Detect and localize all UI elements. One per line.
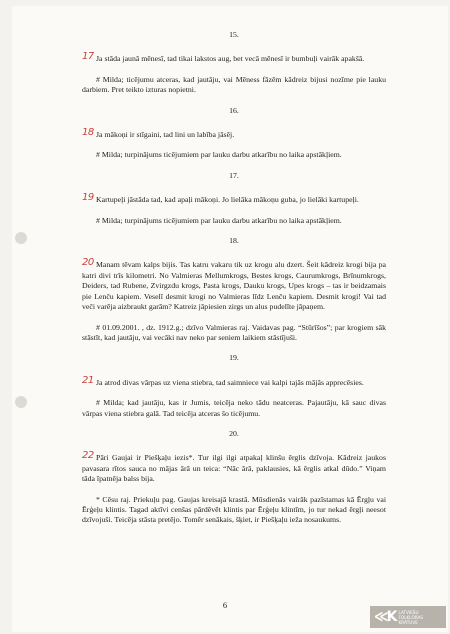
entry-number: 17. [229, 170, 239, 180]
entry-number: 15. [229, 30, 239, 39]
entry-text: 19 Kartupeļi jāstāda tad, kad apaļi mākoņi. Jo lielāka mākoņu guba, jo lielāki kartupeļi. [82, 195, 386, 205]
entry-note: # Milda; turpinājums ticējumiem par lauku darbu atkarību no laika apstākļiem. [96, 215, 342, 225]
archive-logo [370, 606, 446, 628]
punch-hole [15, 396, 27, 408]
document-body [82, 30, 386, 536]
entry-note: # Milda; ticējumu atceras, kad jautāju, vai Mēness fāzēm kādreiz bijusi nozīme pie lauku darbiem. Pret teikto izturas nopietni. [82, 74, 386, 95]
entry-note: * Cēsu raj. Priekuļu pag. Gaujas kreisajā krastā. Mūsdienās vairāk pazīstamas kā Ērgļu vai Ērģeļu klintis. Tagad aktīvi cenšas pārdēvēt klintis par Ērģeļu klintīm, jo tur nekad ērgļi neesot dzīvojuši. Teicēja stāsta pretējo. Tomēr senākais, šķiet, ir Piešķaļu ieža nosaukums. [82, 494, 386, 525]
handwritten-number: 17 [82, 51, 94, 63]
entry-text: 18 Ja mākoņi ir stīgaini, tad lini un labība jāsēj. [82, 130, 386, 140]
entry-number: 16. [229, 105, 239, 115]
page-number: 6 [222, 600, 228, 610]
entry-text: 17 Ja stāda jaunā mēnesī, tad tikai lakstos aug, bet vecā mēnesī ir bumbuļi vairāk apakšā. [82, 54, 386, 64]
entry-note: # Milda; kad jautāju, kas ir Jumis, teicēja neko tādu neatceras. Pajautāju, kā sauc divas vārpas viena stiebra galā. Tad teicēja atceras šo ticējumu. [82, 398, 386, 418]
handwritten-number: 19 [82, 192, 94, 204]
entry-text: 22 Pāri Gaujai ir Piešķaļu iezis*. Tur ilgi ilgi atpakaļ klinšu ērglis dzīvoja. Kādreiz jaukos pavasara rītos sauca no mājas ārā un teica: “Nāc ārā, paklausies, kā ērglis atkal dūdo.” Viņam tāda īpatnēja balss bija. [82, 453, 386, 484]
entry-number: 20. [229, 428, 239, 438]
handwritten-number: 21 [82, 374, 94, 386]
handwritten-number: 22 [82, 450, 94, 462]
handwritten-number: 18 [82, 127, 94, 139]
entry-text: 21 Ja atrod divas vārpas uz viena stiebra, tad saimniece vai kalpi tajās mājās apprecēsies. [82, 378, 386, 388]
entry-text: 20 Manam tēvam kalps bijis. Tas katru vakaru tik uz krogu alu dzert. Šeit kādreiz krogi bija pa katri divi trīs kilometri. No Valmieras Mellumkrogs, Bestes krogs, Caurumkrogs, Brīnumkrogs, Deiders, tad Rubene, Zvirgzdu krogs, Pasta krogs, Dauku krogs, Upes krogs – tas ir beidzamais pie Lenču kapiem. Veselī desmit krogi no Valmieras līdz Lenču kapiem. Desmit krogi! Vai tad veči varēja aizbraukt garām? Katreiz jāpiesien zirgs un alus pudelīte jāpaņem. [82, 260, 386, 312]
punch-hole [15, 232, 27, 244]
entry-number: 18. [229, 236, 239, 246]
archive-logo-text: LATVIEŠU FOLKLORAS KRĀTUVE [398, 609, 424, 625]
handwritten-number: 20 [82, 257, 94, 269]
entry-note: # Milda; turpinājums ticējumiem par lauku darbu atkarību no laika apstākļiem. [96, 150, 342, 160]
entry-note: # 01.09.2001. , dz. 1912.g.; dzīvo Valmieras raj. Vaidavas pag. “Stūrīšos”; par krogiem sāk stāstīt, kad jautāju, vai vecāki nav neko par seniem laikiem stāstījuši. [82, 322, 386, 342]
entry-number: 19. [229, 353, 239, 363]
archive-logo-mark: ≪K [374, 609, 396, 625]
